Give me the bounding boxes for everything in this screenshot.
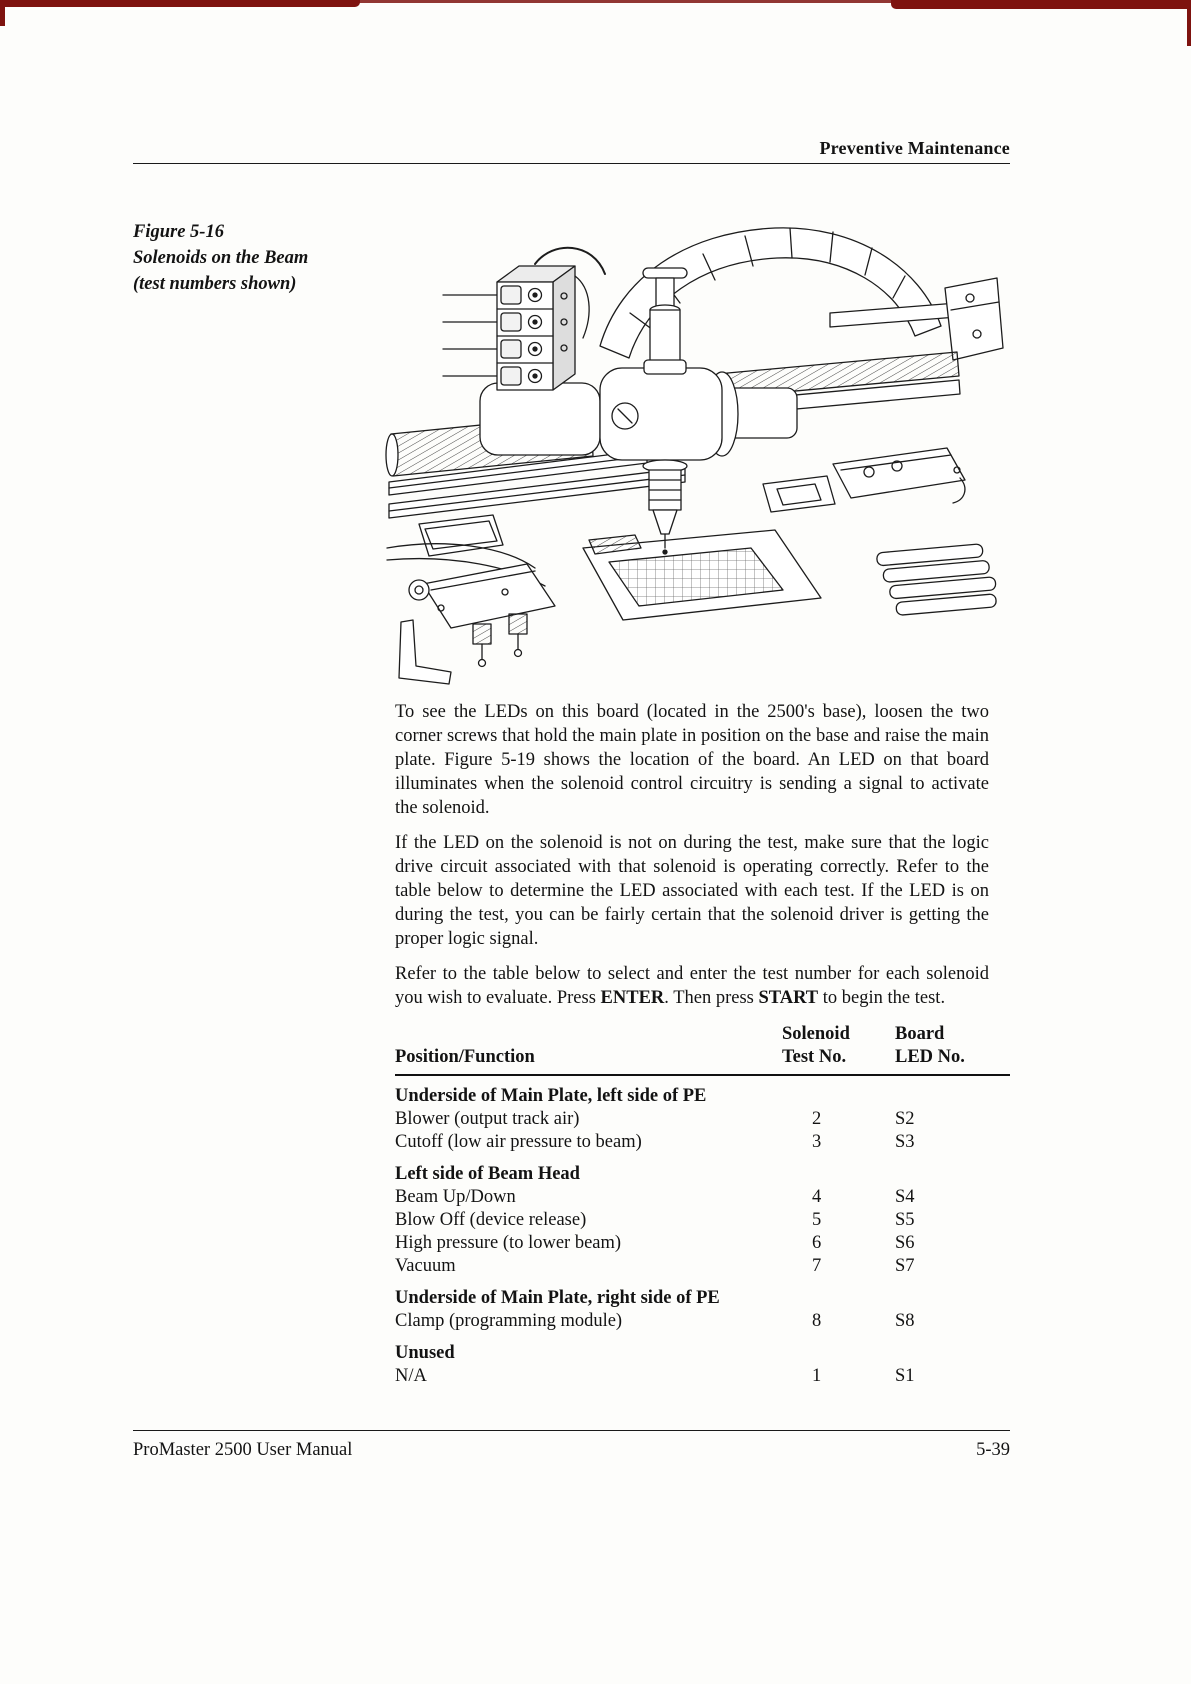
cell-position: Blow Off (device release) bbox=[395, 1210, 587, 1230]
cell-test-no: 7 bbox=[812, 1256, 822, 1276]
cell-led-no: S6 bbox=[895, 1233, 915, 1253]
cell-test-no: 6 bbox=[812, 1233, 822, 1253]
table-section-beam-head bbox=[395, 1163, 1010, 1278]
body-content bbox=[395, 700, 1010, 1388]
table-row bbox=[395, 1255, 1010, 1278]
paragraph-led-check: If the LED on the solenoid is not on during the test, make sure that the logic drive circuit associated with that solenoid is operating correctly. Refer to the table below to determine the LED associated with each test. If the LED is on during the test, you can be fairly certain that the solenoid driver is getting the proper logic signal. bbox=[395, 833, 989, 949]
table-header-row bbox=[395, 1023, 1010, 1076]
header-board-led-no bbox=[885, 1023, 1010, 1069]
cell-test-no: 5 bbox=[812, 1210, 822, 1230]
cell-test-no: 2 bbox=[812, 1109, 822, 1129]
cell-position: Clamp (programming module) bbox=[395, 1311, 623, 1331]
paragraph-leds: To see the LEDs on this board (located in the 2500's base), loosen the two corner screws that hold the main plate in position on the base and raise the main plate. Figure 5-19 shows the location of the board. An LED on that board illuminates when the solenoid control circuitry is sending a signal to activate the solenoid. bbox=[395, 702, 989, 818]
cell-position: N/A bbox=[395, 1366, 427, 1386]
table-row bbox=[395, 1108, 1010, 1131]
header-label: Position/Function bbox=[395, 1047, 535, 1067]
cell-led-no: S5 bbox=[895, 1210, 915, 1230]
table-section-unused bbox=[395, 1342, 1010, 1388]
cell-test-no: 3 bbox=[812, 1132, 822, 1152]
cell-position: Cutoff (low air pressure to beam) bbox=[395, 1132, 642, 1152]
cell-led-no: S2 bbox=[895, 1109, 915, 1129]
enter-key-label: ENTER bbox=[600, 988, 665, 1008]
cell-position: Blower (output track air) bbox=[395, 1109, 580, 1129]
figure-title: Solenoids on the Beam bbox=[133, 248, 309, 268]
figure-number: Figure 5-16 bbox=[133, 222, 224, 242]
cell-led-no: S7 bbox=[895, 1256, 915, 1276]
cell-position: Vacuum bbox=[395, 1256, 456, 1276]
page-footer bbox=[133, 1440, 1010, 1461]
section-heading: Left side of Beam Head bbox=[395, 1164, 580, 1184]
cell-test-no: 1 bbox=[812, 1366, 822, 1386]
paragraph-text: . Then press bbox=[664, 988, 759, 1008]
scan-artifact bbox=[891, 0, 1191, 9]
cell-led-no: S3 bbox=[895, 1132, 915, 1152]
cell-led-no: S4 bbox=[895, 1187, 915, 1207]
section-heading: Underside of Main Plate, left side of PE bbox=[395, 1086, 707, 1106]
footer-rule bbox=[133, 1430, 1010, 1431]
header-label: Test No. bbox=[782, 1047, 847, 1067]
paragraph-text: Refer to the table below to select and enter the test number for each solenoid you wish to evaluate. Press bbox=[395, 964, 989, 1008]
header-solenoid-test-no bbox=[770, 1023, 885, 1069]
table-row bbox=[395, 1186, 1010, 1209]
cell-led-no: S1 bbox=[895, 1366, 915, 1386]
running-header: Preventive Maintenance bbox=[819, 138, 1010, 158]
section-heading: Unused bbox=[395, 1343, 455, 1363]
cell-led-no: S8 bbox=[895, 1311, 915, 1331]
solenoid-test-table bbox=[395, 1023, 1010, 1388]
table-row bbox=[395, 1310, 1010, 1333]
section-heading: Underside of Main Plate, right side of PE bbox=[395, 1288, 720, 1308]
table-row bbox=[395, 1209, 1010, 1232]
footer-page-number: 5-39 bbox=[976, 1440, 1010, 1460]
cell-test-no: 4 bbox=[812, 1187, 822, 1207]
table-row bbox=[395, 1365, 1010, 1388]
paragraph-text: to begin the test. bbox=[818, 988, 946, 1008]
header-position-function bbox=[395, 1023, 770, 1069]
scan-artifact bbox=[0, 0, 5, 26]
cell-test-no: 8 bbox=[812, 1311, 822, 1331]
table-section-underside-right bbox=[395, 1287, 1010, 1333]
table-row bbox=[395, 1232, 1010, 1255]
table-section-underside-left bbox=[395, 1085, 1010, 1154]
table-row bbox=[395, 1131, 1010, 1154]
cell-position: High pressure (to lower beam) bbox=[395, 1233, 622, 1253]
beam-illustration bbox=[385, 218, 1005, 688]
paragraph-test-instructions bbox=[395, 962, 989, 1010]
figure-caption bbox=[133, 219, 308, 297]
scan-artifact bbox=[1187, 0, 1191, 46]
cell-position: Beam Up/Down bbox=[395, 1187, 516, 1207]
header-rule bbox=[133, 163, 1010, 164]
footer-manual-title: ProMaster 2500 User Manual bbox=[133, 1440, 353, 1460]
header-label: Board bbox=[895, 1024, 945, 1044]
header-label: LED No. bbox=[895, 1047, 965, 1067]
header-label: Solenoid bbox=[782, 1024, 850, 1044]
start-key-label: START bbox=[758, 988, 819, 1008]
figure-subtitle: (test numbers shown) bbox=[133, 274, 297, 294]
scan-artifact bbox=[0, 0, 360, 7]
